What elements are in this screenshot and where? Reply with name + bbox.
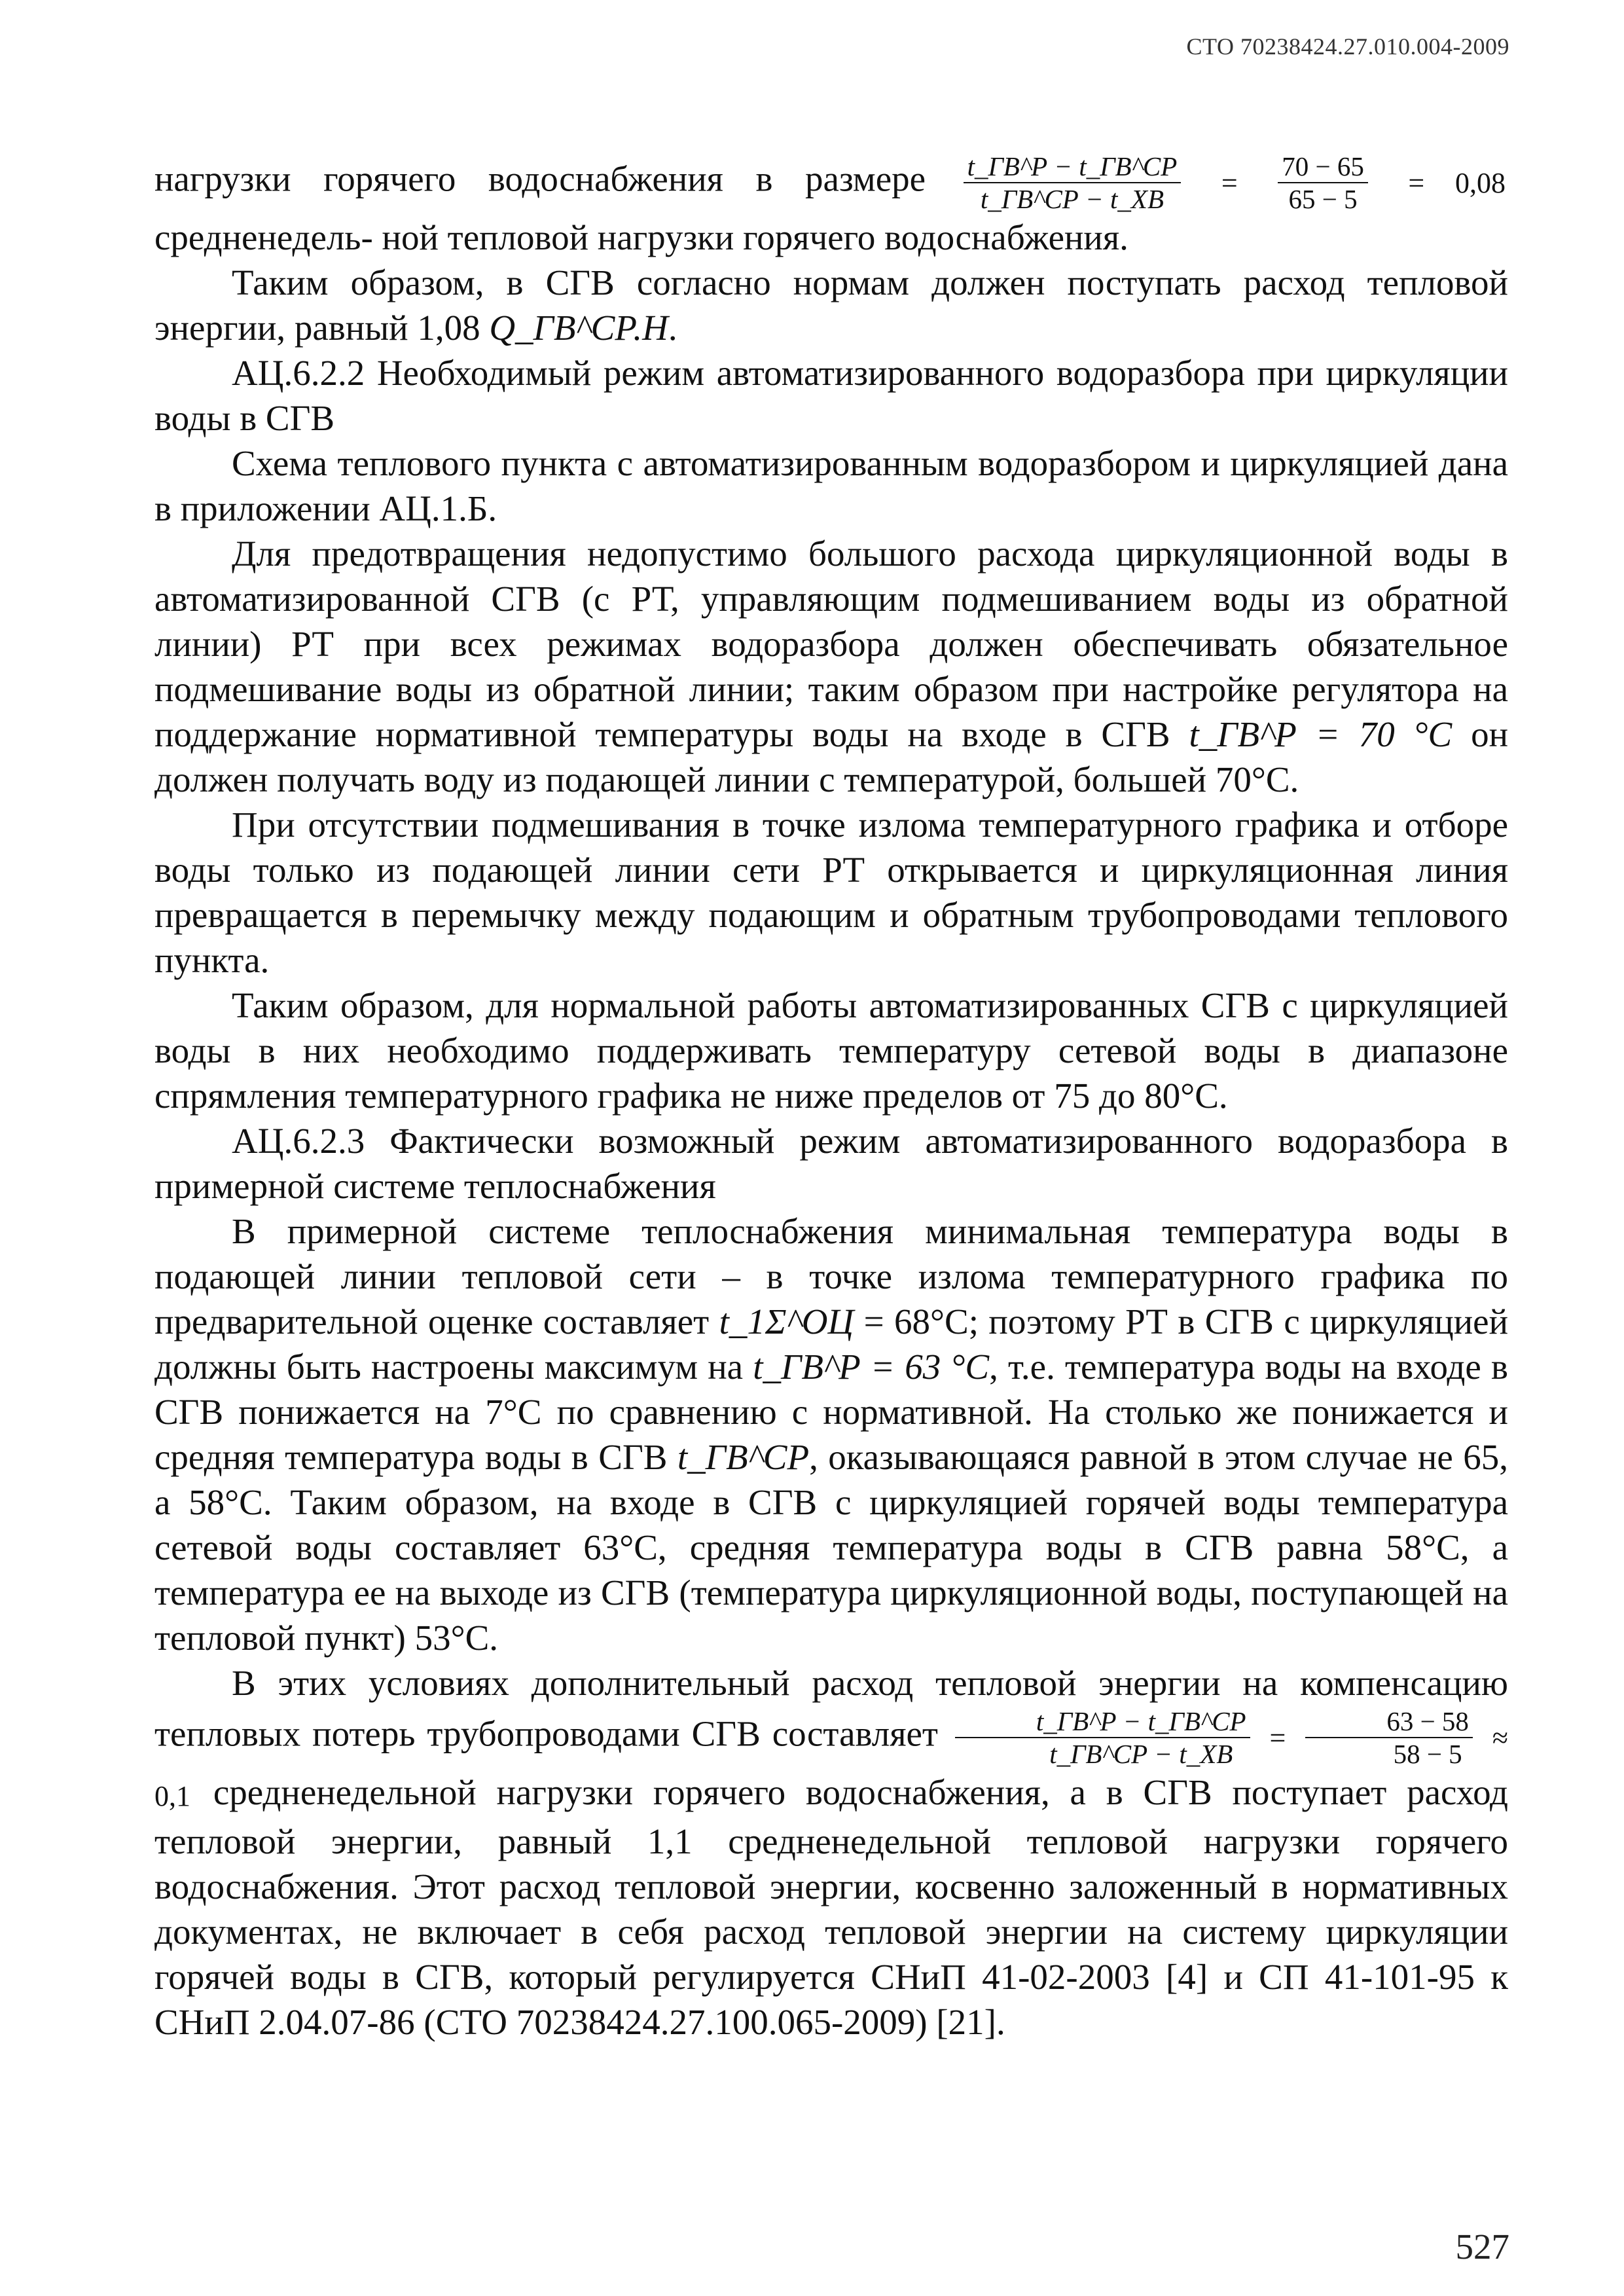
fraction-1-lhs-numerator: t_ГВ^Р − t_ГВ^СР (964, 151, 1182, 183)
fraction-1-rhs-numerator: 70 − 65 (1278, 151, 1368, 183)
paragraph-4: Схема теплового пункта с автоматизированным водоразбором и циркуляцией дана в приложении АЦ.1.Б. (154, 443, 1508, 528)
text-p10b: средненедельной нагрузки горячего водоснабжения, а в СГВ поступает расход тепловой энергии, равный 1,1 средненедельной тепловой нагрузки горячего водоснабжения. Этот расход тепловой энергии, косвенно заложенный в нормативных документах, не включает в себя расход тепловой энергии на систему циркуляции горячей воды в СГВ, который регулируется СНиП 41-02-2003 [4] и СП 41-101-95 к СНиП 2.04.07-86 (СТО 70238424.27.100.065-2009) [21]. (154, 1772, 1509, 2042)
fraction-2-lhs-denominator: t_ГВ^СР − t_ХВ (1049, 1739, 1233, 1769)
paragraph-10: В этих условиях дополнительный расход тепловой энергии на компенсацию тепловых потерь трубопроводами СГВ составляет $\frac{t\_ГВ\^{}Р - t\_ГВ\^{}СР}{t\_ГВ\^{}СР - t\_ХВ}$ = $\frac{63 - 58}{58 - 5}$ ≈ 0,1 средненедельной нагрузки горячего водоснабжения, а в СГВ поступает расход тепловой энергии, равный 1,1 средненедельной тепловой нагрузки горячего водоснабжения. Этот расход тепловой энергии, косвенно заложенный в нормативных документах, не включает в себя расход тепловой энергии на систему циркуляции горячей воды в СГВ, который регулируется СНиП 41-02-2003 [4] и СП 41-101-95 к СНиП 2.04.07-86 (СТО 70238424.27.100.065-2009) [21]. (154, 1663, 1509, 2042)
paragraph-2 (154, 260, 1508, 350)
formula-tsr: t_ГВ^СР (677, 1437, 810, 1477)
fraction-2-rhs-numerator: 63 − 58 (1305, 1705, 1473, 1738)
text-p1a: нагрузки горячего водоснабжения в размере (154, 158, 926, 199)
paragraph-5 (154, 531, 1508, 802)
formula-q: Q_ГВ^СР.Н (489, 308, 668, 348)
text-p5b: он должен получать воду из подающей линии с температурой, большей 70°С. (154, 714, 1508, 799)
paragraph-7: Таким образом, для нормальной работы автоматизированных СГВ с циркуляцией воды в них необходимо поддерживать температуру сетевой воды в диапазоне спрямления температурного графика не ниже пределов от 75 до 80°С. (154, 985, 1508, 1116)
section-heading-6-2-3: АЦ.6.2.3 Фактически возможный режим автоматизированного водоразбора в примерной системе теплоснабжения (154, 1121, 1508, 1206)
text-p1b: средненедель- (154, 217, 373, 257)
page-body (154, 151, 1508, 2045)
text-p9a: В примерной системе теплоснабжения минимальная температура воды в подающей линии тепловой сети – в точке излома температурного графика по предварительной оценке составляет (154, 1211, 1508, 1341)
text-p9b: = 68°С; поэтому РТ в СГВ с циркуляцией должны быть настроены максимум на (154, 1302, 1509, 1387)
text-p10a: В этих условиях дополнительный расход тепловой энергии на компенсацию тепловых потерь трубопроводами СГВ составляет (154, 1663, 1508, 1754)
fraction-1-rhs (1278, 151, 1368, 215)
fraction-2-result: ≈ 0,1 (154, 1721, 1509, 1812)
text-p9d: , оказывающаяся равной в этом случае не 65, а 58°С. Таким образом, на входе в СГВ с циркуляцией горячей воды температура сетевой воды составляет 63°С, средняя температура воды в СГВ равна 58°С, а температура ее на выходе из СГВ (температура циркуляционной воды, поступающей на тепловой пункт) 53°С. (154, 1437, 1508, 1658)
fraction-1-lhs-denominator: t_ГВ^СР − t_ХВ (980, 184, 1164, 214)
text-p9c: , т.е. температура воды на входе в СГВ понижается на 7°С по сравнению с нормативной. На столько же понижается и средняя температура воды в СГВ (154, 1347, 1508, 1477)
fraction-1-result: = 0,08 (1408, 166, 1506, 199)
fraction-2-rhs-denominator: 58 − 5 (1393, 1739, 1462, 1769)
text-p2a: Таким образом, в СГВ согласно нормам должен поступать расход тепловой энергии, равный 1,08 (154, 263, 1508, 348)
document-code-header: СТО 70238424.27.010.004-2009 (1186, 33, 1509, 60)
paragraph-6: При отсутствии подмешивания в точке излома температурного графика и отборе воды только из подающей линии сети РТ открывается и циркуляционная линия превращается в перемычку между подающим и обратным трубопроводами теплового пункта. (154, 805, 1508, 980)
section-heading-6-2-2: АЦ.6.2.2 Необходимый режим автоматизированного водоразбора при циркуляции воды в СГВ (154, 353, 1508, 438)
formula-tp63: t_ГВ^Р = 63 °С (753, 1347, 990, 1387)
fraction-1-lhs (964, 151, 1182, 215)
page-number: 527 (1455, 2227, 1509, 2267)
formula-tp70: t_ГВ^Р = 70 °С (1189, 714, 1453, 754)
paragraph-1: нагрузки горячего водоснабжения в размере $\frac{t\_ГВ\^{}Р - t\_ГВ\^{}СР}{t\_ГВ\^{}СР - t\_ХВ}$ = $\frac{70 - 65}{65 - 5}$ = 0,08 средненедель- ной тепловой нагрузки горячего водоснабжения. (154, 151, 1506, 257)
formula-t1sigma: t_1Σ^ОЦ (719, 1302, 854, 1341)
fraction-1-rhs-denominator: 65 − 5 (1288, 184, 1358, 214)
text-p5a: Для предотвращения недопустимо большого расхода циркуляционной воды в автоматизированной СГВ (с РТ, управляющим подмешиванием воды из обратной линии) РТ при всех режимах водоразбора должен обеспечивать обязательное подмешивание воды из обратной линии; таким образом при настройке регулятора на поддержание нормативной температуры воды на входе в СГВ (154, 534, 1508, 754)
paragraph-9 (154, 1209, 1508, 1660)
fraction-2-rhs (1305, 1705, 1473, 1770)
fraction-2-lhs (955, 1705, 1250, 1770)
text-p2b: . (668, 308, 677, 348)
text-p1c: ной тепловой нагрузки горячего водоснабжения. (382, 217, 1128, 257)
fraction-2-lhs-numerator: t_ГВ^Р − t_ГВ^СР (955, 1705, 1250, 1738)
